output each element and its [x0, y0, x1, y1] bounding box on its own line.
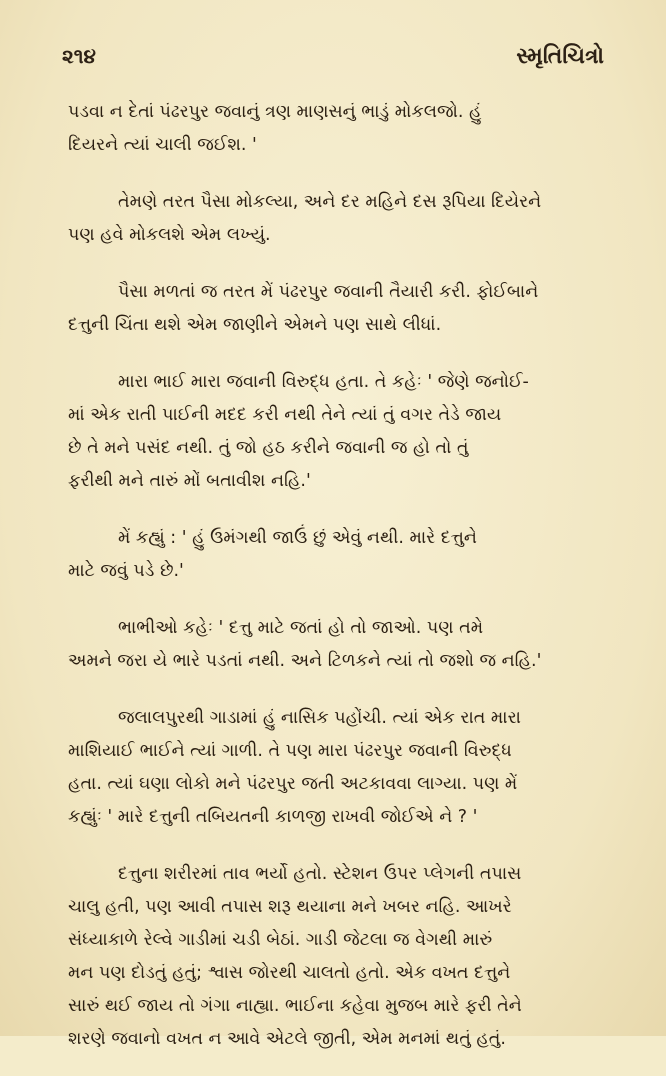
paragraph-7 — [68, 702, 616, 834]
paragraph-2 — [68, 186, 616, 252]
text-line: મન પણ દોડતું હતું; શ્વાસ જોરથી ચાલતો હતો. એક વખત દત્તુને — [68, 963, 511, 983]
text-line: પૈસા મળતાં જ તરત મેં પંઢરપુર જવાની તૈયારી કરી. ફોઈબાને — [118, 282, 539, 302]
body-text — [68, 96, 616, 1076]
text-line: દિયરને ત્યાં ચાલી જઈશ. ' — [68, 135, 257, 155]
text-line: હતા. ત્યાં ઘણા લોકો મને પંઢરપુર જતી અટકાવવા લાગ્યા. પણ મેં — [68, 774, 518, 794]
text-line: મેં કહ્યું : ' હું ઉમંગથી જાઉં છું એવું નથી. મારે દત્તુને — [118, 528, 477, 548]
text-line: તેમણે તરત પૈસા મોકલ્યા, અને દર મહિને દસ રૂપિયા દિયેરને — [118, 192, 542, 212]
paragraph-6 — [68, 612, 616, 678]
text-line: સંધ્યાકાળે રેલ્વે ગાડીમાં ચડી બેઠાં. ગાડી જેટલા જ વેગથી મારું — [68, 930, 493, 950]
paragraph-5 — [68, 522, 616, 588]
text-line: દત્તુની ચિંતા થશે એમ જાણીને એમને પણ સાથે લીધાં. — [68, 315, 442, 335]
text-line: ચાલુ હતી, પણ આવી તપાસ શરૂ થયાના મને ખબર નહિ. આખરે — [68, 897, 512, 917]
paragraph-4 — [68, 366, 616, 498]
running-title: સ્મૃતિચિત્રો — [516, 44, 604, 69]
text-line: ભાભીઓ કહેઃ ' દત્તુ માટે જતાં હો તો જાઓ. પણ તમે — [118, 618, 484, 638]
text-line: પડવા ન દેતાં પંઢરપુર જવાનું ત્રણ માણસનું ભાડું મોકલજો. હું — [68, 102, 482, 122]
page-header — [62, 44, 604, 74]
text-line: છે તે મને પસંદ નથી. તું જો હઠ કરીને જવાની જ હો તો તું — [68, 438, 469, 458]
text-line: જલાલપુરથી ગાડામાં હું નાસિક પહોંચી. ત્યાં એક રાત મારા — [118, 708, 521, 728]
paragraph-1 — [68, 96, 616, 162]
text-line: પણ હવે મોકલશે એમ લખ્યું. — [68, 225, 271, 245]
page-number: ૨૧૪ — [62, 44, 96, 68]
text-line: માશિયાઈ ભાઈને ત્યાં ગાળી. તે પણ મારા પંઢરપુર જવાની વિરુદ્ધ — [68, 741, 512, 761]
text-line: શરણે જવાનો વખત ન આવે એટલે જીતી, એમ મનમાં થતું હતું. — [68, 1029, 506, 1049]
paragraph-8 — [68, 858, 616, 1056]
text-line: સારું થઈ જાય તો ગંગા નાહ્યા. ભાઈના કહેવા મુજબ મારે ફરી તેને — [68, 996, 522, 1016]
text-line: ફરીથી મને તારું મોં બતાવીશ નહિ.' — [68, 471, 311, 491]
text-line: અમને જરા યે ભારે પડતાં નથી. અને ટિળકને ત્યાં તો જશો જ નહિ.' — [68, 651, 542, 671]
paragraph-3 — [68, 276, 616, 342]
text-line: માં એક રાતી પાઈની મદદ કરી નથી તેને ત્યાં તું વગર તેડે જાય — [68, 405, 502, 425]
text-line: માટે જવું પડે છે.' — [68, 561, 184, 581]
text-line: દત્તુના શરીરમાં તાવ ભર્યો હતો. સ્ટેશન ઉપર પ્લેગની તપાસ — [118, 864, 522, 884]
text-line: મારા ભાઈ મારા જવાની વિરુદ્ધ હતા. તે કહેઃ ' જેણે જનોઈ- — [118, 372, 529, 392]
text-line: કહ્યુંઃ ' મારે દત્તુની તબિયતની કાળજી રાખવી જોઈએ ને ? ' — [68, 807, 478, 827]
